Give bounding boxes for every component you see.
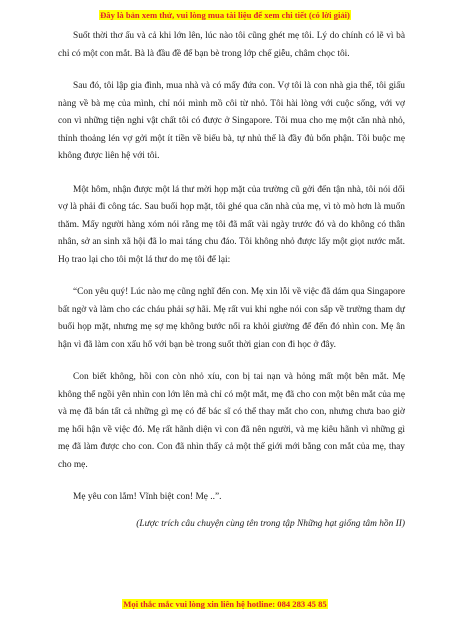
story-body [58, 24, 405, 533]
footer-notice-text: Mọi thắc mắc vui lòng xin liên hệ hotline: 084 283 45 85 [123, 599, 327, 609]
source-note: (Lược trích câu chuyện cùng tên trong tập Những hạt giống tâm hồn II) [136, 518, 405, 529]
footer-notice [0, 599, 450, 609]
letter-closing: Mẹ yêu con lắm! Vĩnh biệt con! Mẹ ..”. [73, 492, 222, 502]
header-notice [0, 10, 450, 20]
header-notice-text: Đây là bản xem thử, vui lòng mua tài liệu để xem chi tiết (có lời giải) [100, 10, 350, 20]
paragraph-2: Sau đó, tôi lập gia đình, mua nhà và có mấy đứa con. Vợ tôi là con nhà gia thế, tôi giấu nàng về bà mẹ của mình, chỉ nói mình mồ côi từ nhỏ. Tôi hài lòng với cuộc sống, với vợ con vì những tiện nghi vật chất tôi có được ở Singapore. Tôi mua cho mẹ một căn nhà nhỏ, thỉnh thoảng lén vợ gởi một ít tiền về biếu bà, tự nhủ thế là đầy đủ bổn phận. Tôi buộc mẹ không được liên hệ với tôi. [58, 81, 405, 161]
letter-paragraph-1: “Con yêu quý! Lúc nào mẹ cũng nghĩ đến con. Mẹ xin lỗi về việc đã dám qua Singapore bất ngờ và làm cho các cháu phải sợ hãi. Mẹ rất vui khi nghe nói con sắp về trường tham dự buổi họp mặt, nhưng mẹ sợ mẹ không bước nổi ra khỏi giường để đến đó nhìn con. Mẹ ân hận vì đã làm con xấu hổ với bạn bè trong suốt thời gian con đi học ở đây. [58, 287, 405, 350]
paragraph-1: Suốt thời thơ ấu và cả khi lớn lên, lúc nào tôi cũng ghét mẹ tôi. Lý do chính có lẽ vì bà chỉ có một con mắt. Bà là đầu đề để bạn bè trong lớp chế giễu, châm chọc tôi. [58, 31, 405, 59]
paragraph-3: Một hôm, nhận được một lá thư mời họp mặt của trường cũ gởi đến tận nhà, tôi nói dối vợ là phải đi công tác. Sau buổi họp mặt, tôi ghé qua căn nhà của mẹ, vì tò mò hơn là muốn thăm. Mấy người hàng xóm nói rằng mẹ tôi đã mất vài ngày trước đó và do không có thân nhân, sở an sinh xã hội đã lo mai táng chu đáo. Tôi không nhỏ được lấy một giọt nước mắt. Họ trao lại cho tôi một lá thư do mẹ tôi để lại: [58, 184, 405, 265]
letter-paragraph-2: Con biết không, hồi con còn nhỏ xíu, con bị tai nạn và hỏng mất một bên mắt. Mẹ không thể ngồi yên nhìn con lớn lên mà chỉ có một mắt, mẹ đã cho con một bên mắt của mẹ và mẹ đã bán tất cả những gì mẹ có để bác sĩ có thể thay mắt cho con, nhưng chưa bao giờ mẹ hối hận về việc đó. Mẹ rất hãnh diện vì con đã nên người, và mẹ kiêu hãnh vì những gì mẹ đã làm được cho con. Con đã nhìn thấy cả một thế giới mới bằng con mắt của mẹ, thay cho mẹ. [58, 372, 405, 470]
